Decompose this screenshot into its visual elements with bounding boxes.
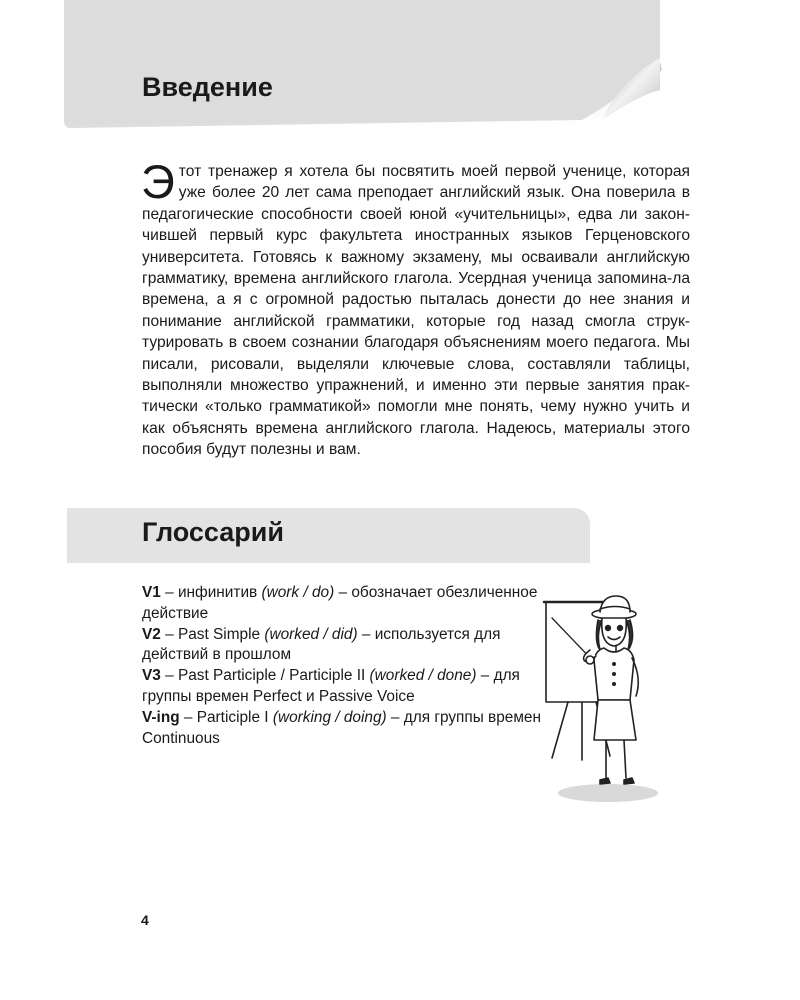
page-curl-banner [62, 0, 662, 128]
glossary-term: V2 [142, 625, 161, 643]
glossary-text: – обозначает обезличенное действие [142, 584, 538, 622]
drop-cap: Э [141, 155, 175, 208]
glossary-example: (worked / done) [369, 667, 477, 685]
glossary-entry [142, 583, 542, 625]
intro-title: Введение [142, 72, 273, 102]
glossary-text: – Past Simple [160, 625, 265, 643]
glossary-term: V1 [142, 584, 161, 601]
glossary-example: (worked / did) [264, 625, 358, 643]
glossary-term: V-ing [142, 708, 180, 726]
intro-paragraph [141, 155, 690, 461]
page-number: 4 [141, 912, 149, 928]
glossary-title: Глоссарий [142, 517, 284, 547]
glossary-text: – Past Participle / Participle II [160, 667, 370, 685]
glossary-term: V3 [142, 667, 161, 685]
teacher-at-flipchart-icon [538, 590, 674, 806]
glossary-entry [142, 708, 542, 750]
glossary-text: – для группы времен Perfect и Passive Voice [142, 667, 520, 705]
glossary-text: – инфинитив [160, 584, 262, 601]
glossary-text: – Participle I [179, 708, 273, 726]
intro-paragraph-text: тот тренажер я хотела бы посвятить моей первой ученице, которая уже более 20 лет сама преподает английский язык. Она поверила в педагогические способности своей юной «учительницы», едва ли закон-чившей первый курс факультета иностранных языков Герценовского университета. Готовясь к важному экзамену, мы осваивали английскую грамматику, времена английского глагола. Усердная ученица запомина-ла времена, а я с огромной радостью пыталась донести до нее знания и понимание английской грамматики, которые год назад смогла струк-турировать в своем сознании благодаря объяснениям моего педагога. Мы писали, рисовали, выделяли ключевые слова, составляли таблицы, выполняли множество упражнений, и именно эти первые занятия прак-тически «только грамматикой» помогли мне понять, чему нужно учить и как объяснять времена английского глагола. Надеюсь, материалы этого пособия будут полезны и вам. [142, 163, 690, 459]
glossary-list [142, 583, 542, 749]
glossary-example: (work / do) [261, 584, 335, 601]
glossary-text: – используется для действий в прошлом [142, 625, 501, 664]
glossary-entry [142, 666, 542, 708]
intro-banner [62, 0, 662, 128]
glossary-entry [142, 625, 542, 667]
glossary-text: – для группы времен Continuous [142, 708, 541, 747]
glossary-example: (working / doing) [272, 708, 387, 726]
